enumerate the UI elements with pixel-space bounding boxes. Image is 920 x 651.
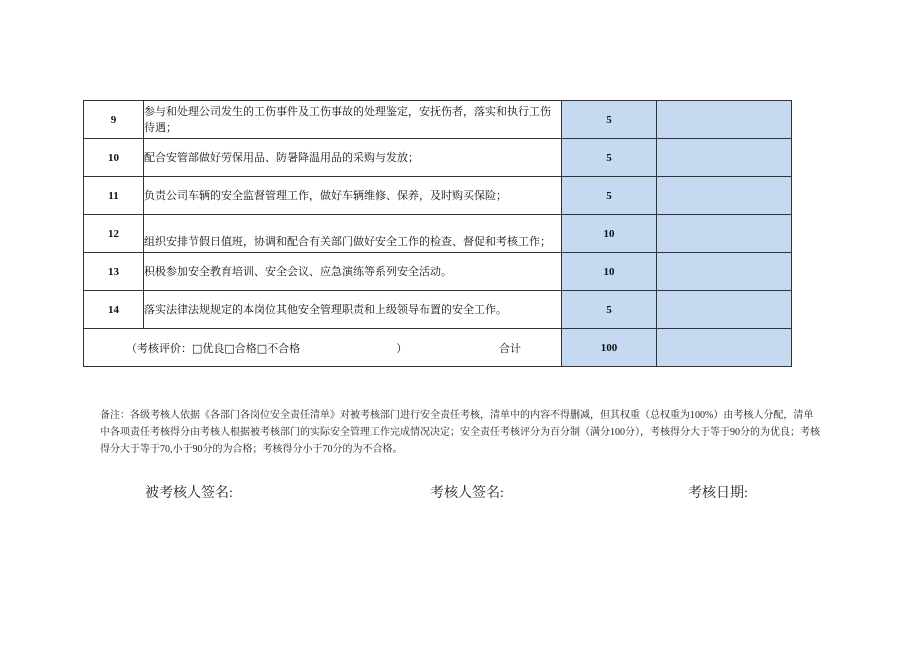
row-number: 9 xyxy=(84,101,144,139)
weight-score: 5 xyxy=(562,291,657,329)
total-score: 100 xyxy=(562,329,657,367)
row-number: 10 xyxy=(84,139,144,177)
duty-content: 参与和处理公司发生的工伤事件及工伤事故的处理鉴定，安抚伤者，落实和执行工伤待遇； xyxy=(144,101,562,139)
assessment-date-label: 考核日期: xyxy=(688,486,748,501)
duty-content: 负责公司车辆的安全监督管理工作，做好车辆维修、保养，及时购买保险； xyxy=(144,177,562,215)
score-input-cell[interactable] xyxy=(657,177,792,215)
table-row xyxy=(84,139,792,177)
weight-score: 5 xyxy=(562,177,657,215)
total-label: 合计 xyxy=(499,341,521,355)
row-number: 11 xyxy=(84,177,144,215)
table-row xyxy=(84,253,792,291)
duty-content: 落实法律法规规定的本岗位其他安全管理职责和上级领导布置的安全工作。 xyxy=(144,291,562,329)
assessment-table xyxy=(83,100,792,367)
evaluation-options[interactable]: （考核评价：□优良□合格□不合格 ） xyxy=(126,341,408,355)
total-input-cell[interactable] xyxy=(657,329,792,367)
score-input-cell[interactable] xyxy=(657,253,792,291)
weight-score: 5 xyxy=(562,139,657,177)
weight-score: 5 xyxy=(562,101,657,139)
row-number: 14 xyxy=(84,291,144,329)
assessor-signature-label: 考核人签名: xyxy=(430,486,504,501)
score-input-cell[interactable] xyxy=(657,291,792,329)
table-row xyxy=(84,177,792,215)
table-row xyxy=(84,101,792,139)
duty-content: 配合安管部做好劳保用品、防暑降温用品的采购与发放； xyxy=(144,139,562,177)
weight-score: 10 xyxy=(562,253,657,291)
evaluation-cell xyxy=(84,329,562,367)
row-number: 13 xyxy=(84,253,144,291)
summary-row xyxy=(84,329,792,367)
row-number: 12 xyxy=(84,215,144,253)
assessee-signature-label: 被考核人签名: xyxy=(145,486,233,501)
table-row xyxy=(84,215,792,253)
duty-content: 组织安排节假日值班，协调和配合有关部门做好安全工作的检查、督促和考核工作； xyxy=(144,215,562,253)
score-input-cell[interactable] xyxy=(657,101,792,139)
score-input-cell[interactable] xyxy=(657,215,792,253)
score-input-cell[interactable] xyxy=(657,139,792,177)
remark-note: 备注：各级考核人依据《各部门各岗位安全责任清单》对被考核部门进行安全责任考核，清单中的内容不得删减，但其权重（总权重为100%）由考核人分配，清单中各项责任考核得分由考核人根据被考核部门的实际安全管理工作完成情况决定；安全责任考核评分为百分制（满分100分），考核得分大于等于90分的为优良；考核得分大于等于70,小于90分的为合格；考核得分小于70分的为不合格。 xyxy=(100,410,820,455)
duty-content: 积极参加安全教育培训、安全会议、应急演练等系列安全活动。 xyxy=(144,253,562,291)
table-row xyxy=(84,291,792,329)
weight-score: 10 xyxy=(562,215,657,253)
